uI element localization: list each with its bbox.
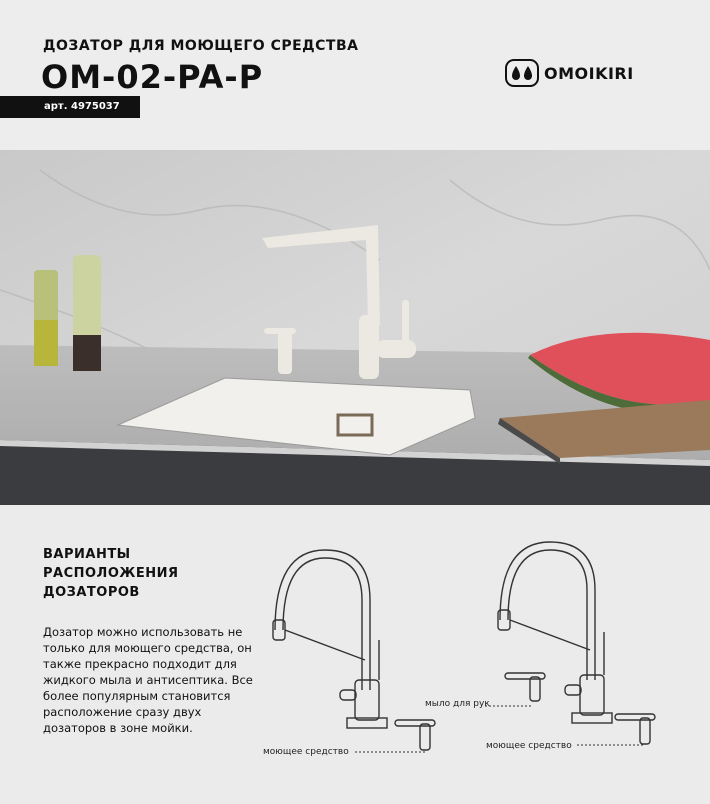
label-detergent-right: моющее средство bbox=[486, 741, 572, 751]
faucet-drawings bbox=[255, 530, 710, 800]
product-model: OM-02-PA-P bbox=[41, 58, 264, 96]
product-subtitle: ДОЗАТОР ДЛЯ МОЮЩЕГО СРЕДСТВА bbox=[43, 38, 359, 54]
kitchen-photo bbox=[0, 150, 710, 505]
label-detergent-left: моющее средство bbox=[263, 747, 349, 757]
label-soap: мыло для рук bbox=[425, 699, 490, 709]
section-title: ВАРИАНТЫ РАСПОЛОЖЕНИЯ ДОЗАТОРОВ bbox=[43, 547, 179, 600]
placement-diagram bbox=[255, 530, 710, 800]
header bbox=[0, 0, 710, 150]
drops-icon bbox=[505, 59, 539, 87]
brand-logo bbox=[505, 59, 634, 87]
brand-name: OMOIKIRI bbox=[544, 63, 634, 83]
article-number: арт. 4975037 bbox=[0, 96, 140, 118]
section-description: Дозатор можно использовать не только для моющего средства, он также прекрасно подходит для жидкого мыла и антисептика. Все более популярным становится расположение сразу двух дозаторов в зоне мойки. bbox=[43, 625, 253, 735]
